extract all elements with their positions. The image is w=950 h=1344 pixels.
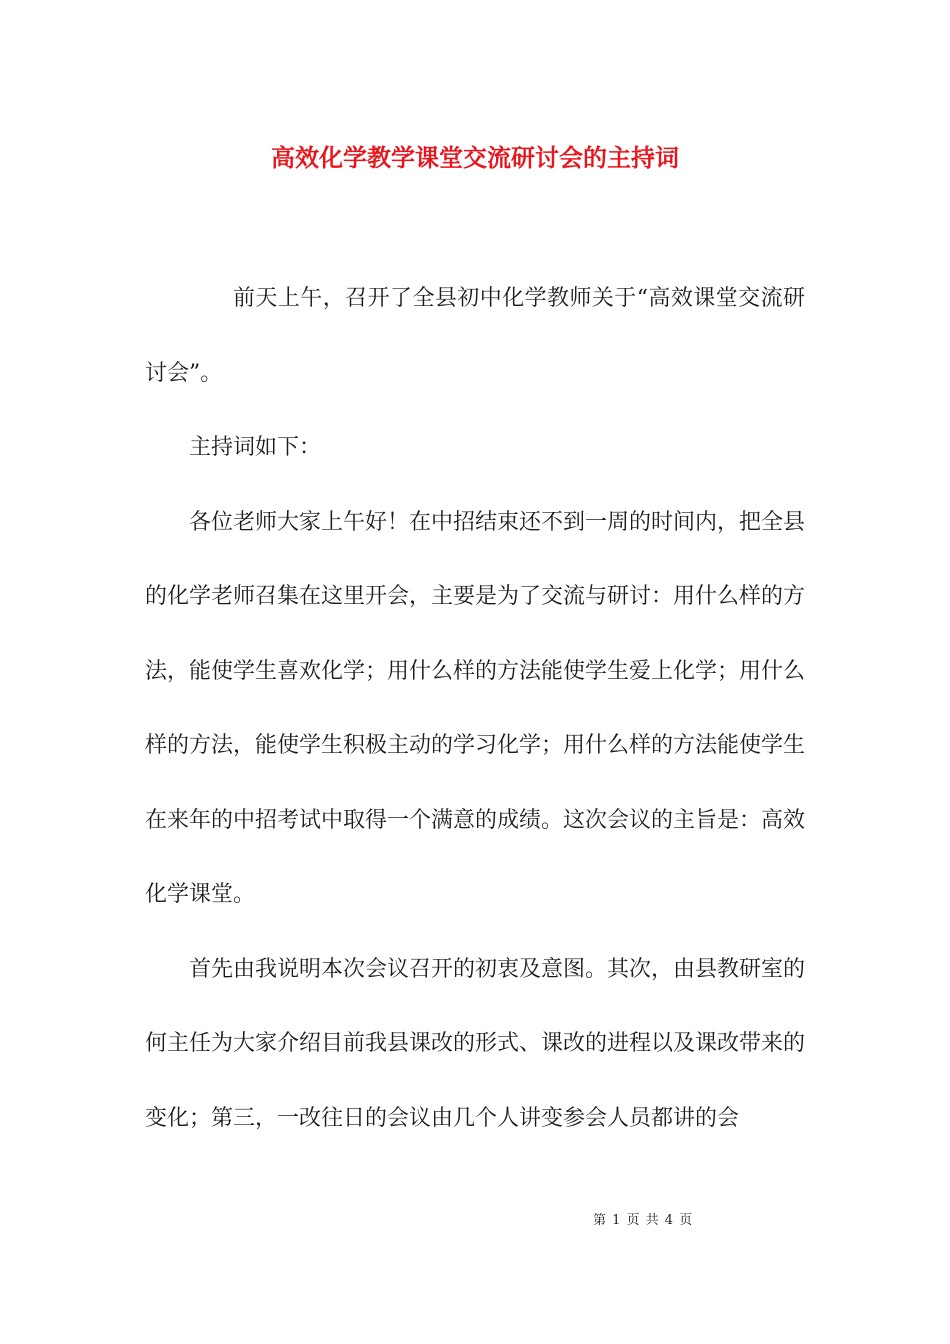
paragraph-host-words-heading: 主持词如下： xyxy=(189,435,322,460)
document-body xyxy=(145,262,805,1156)
paragraph-agenda: 首先由我说明本次会议召开的初衷及意图。其次，由县教研室的何主任为大家介绍目前我县课改的形式、课改的进程以及课改带来的变化；第三，一改往日的会议由几个人讲变参会人员都讲的会 xyxy=(145,956,806,1131)
page-number: 第 1 页 共 4 页 xyxy=(593,1213,694,1228)
paragraph-intro: 前天上午，召开了全县初中化学教师关于“高效课堂交流研讨会”。 xyxy=(145,286,805,386)
paragraph-greeting: 各位老师大家上午好！在中招结束还不到一周的时间内，把全县的化学老师召集在这里开会，主要是为了交流与研讨：用什么样的方法，能使学生喜欢化学；用什么样的方法能使学生爱上化学；用什么样的方法，能使学生积极主动的学习化学；用什么样的方法能使学生在来年的中招考试中取得一个满意的成绩。这次会议的主旨是：高效化学课堂。 xyxy=(145,509,806,907)
document-title: 高效化学教学课堂交流研讨会的主持词 xyxy=(271,143,679,172)
